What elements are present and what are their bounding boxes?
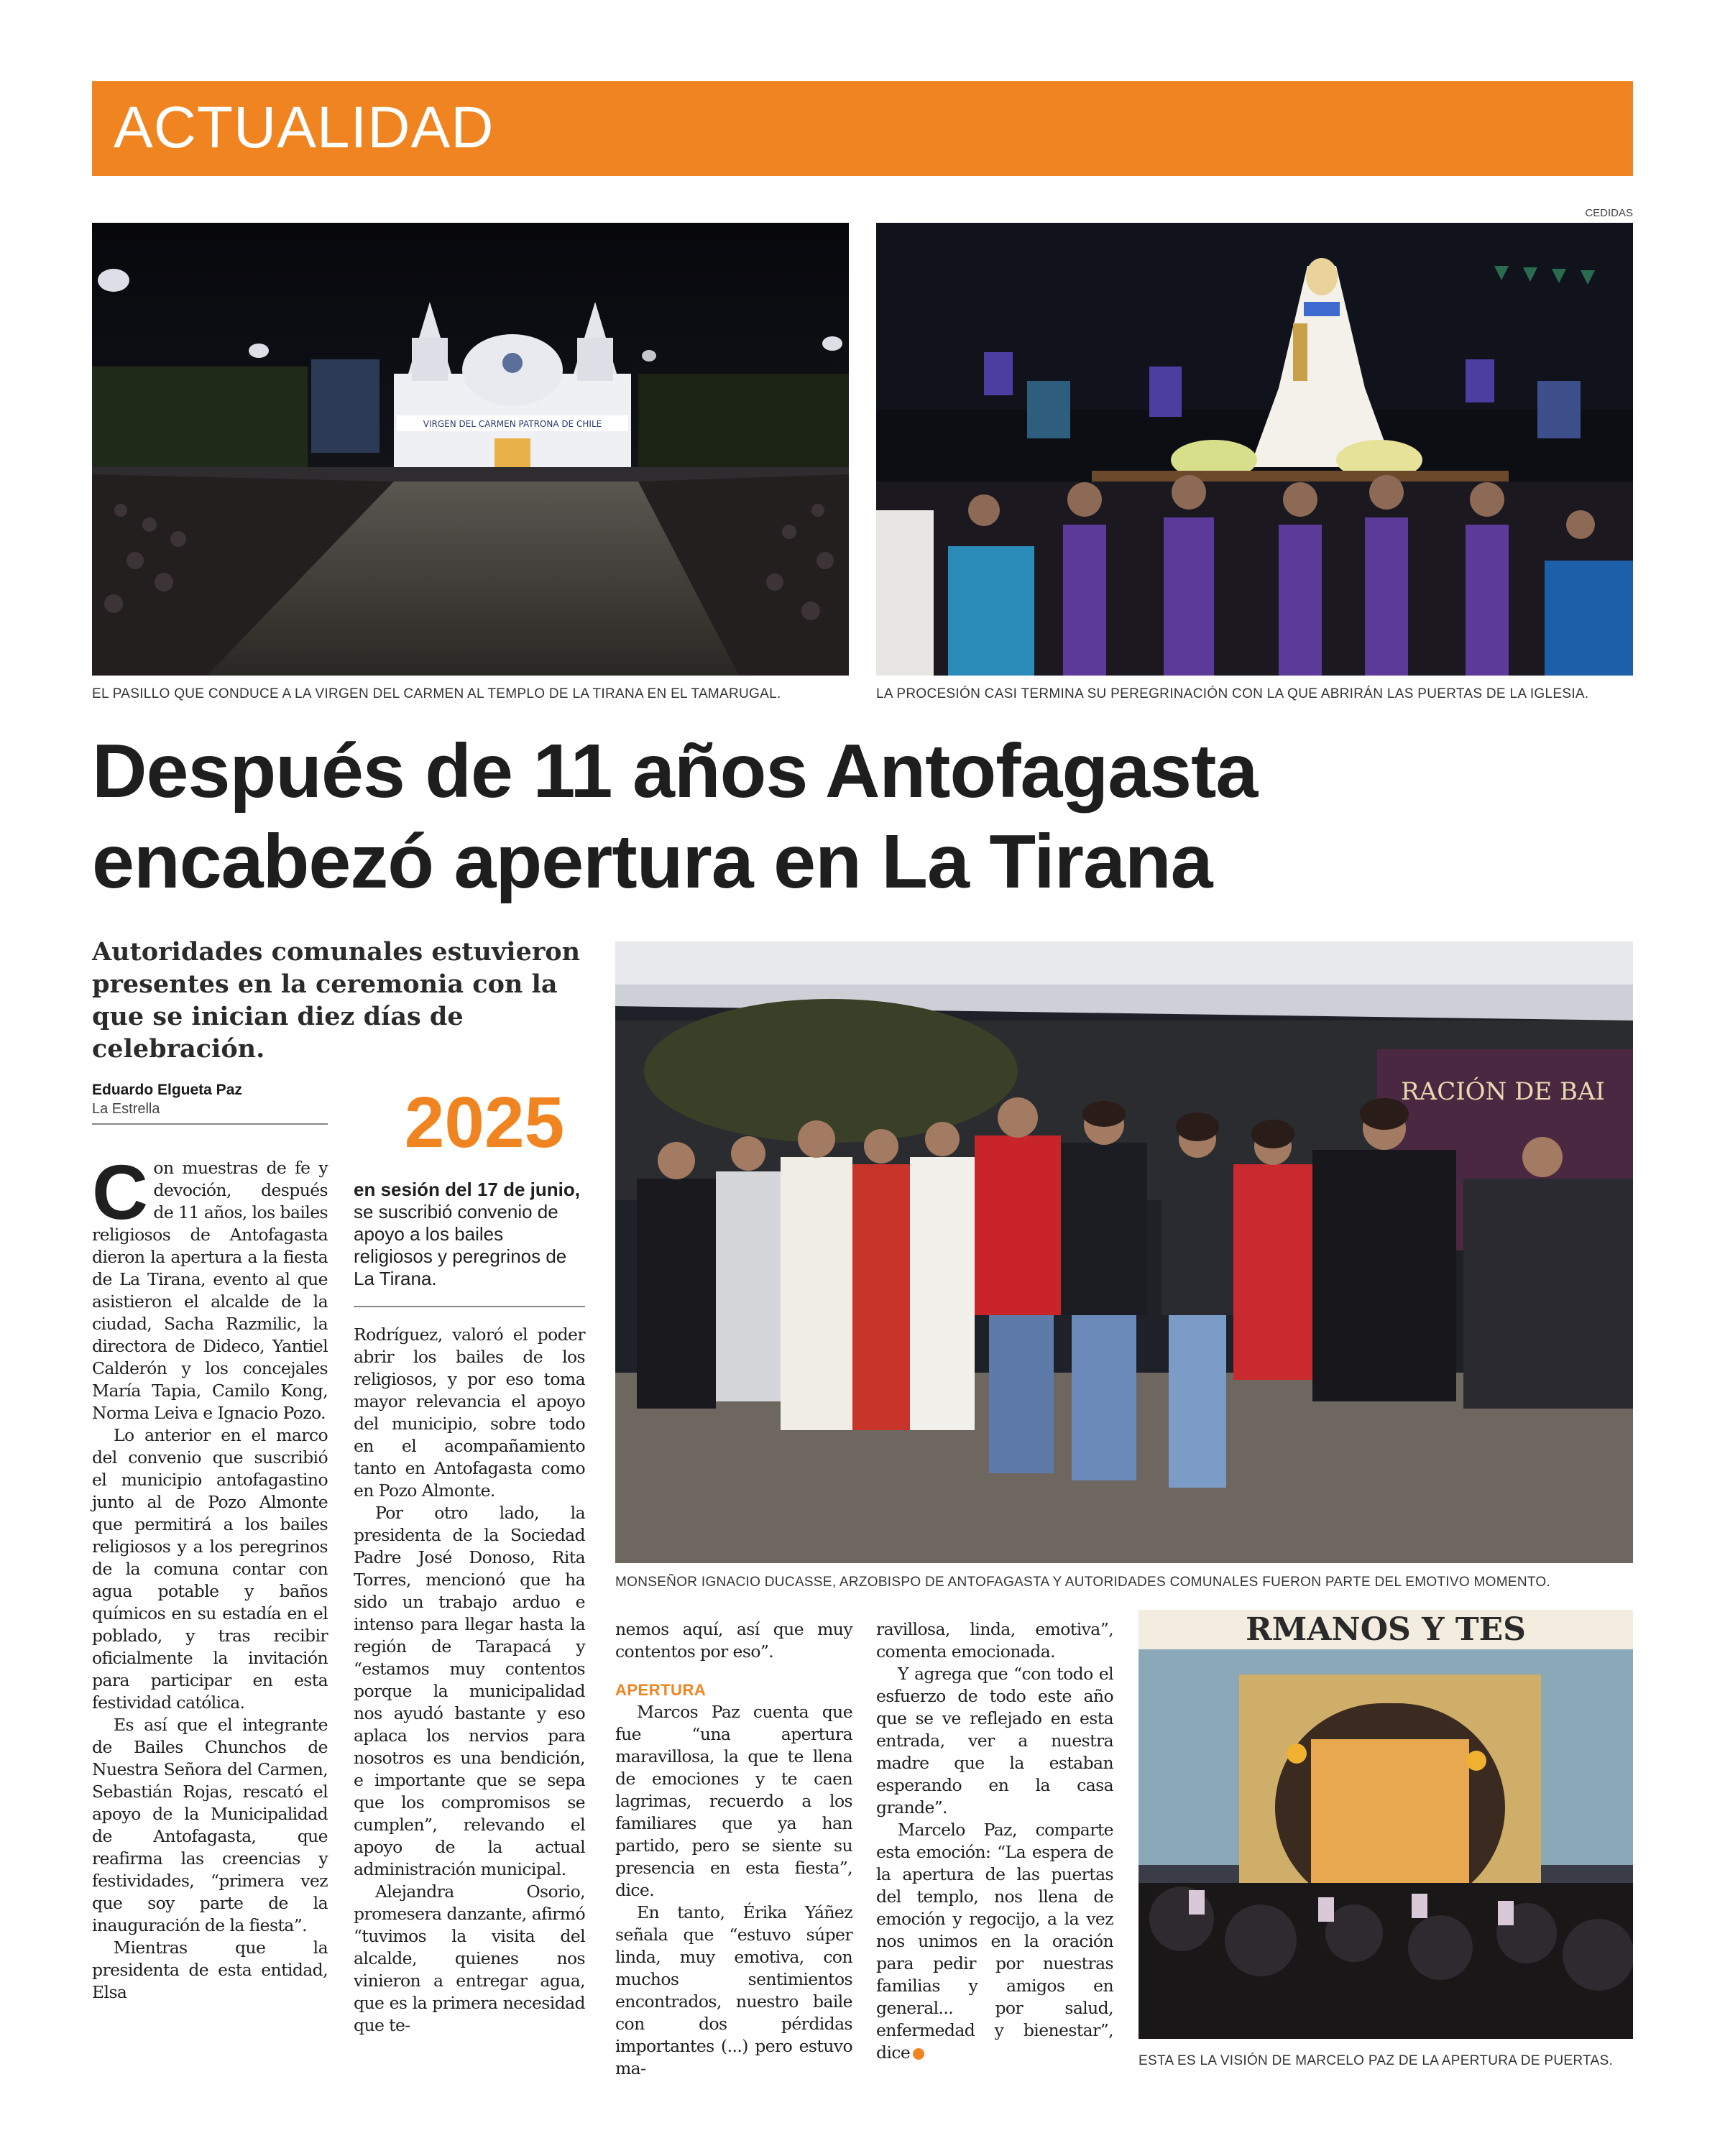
paragraph-1: on muestras de fe y devoción, después de 11 años, los bailes religiosos de Antofagasta dieron la apertura a la fiesta de La Tirana, evento al que asistieron el alcalde de la ciudad, Sacha Razmilic, la directora de Dideco, Yantiel Calderón y los concejales María Tapia, Camilo Kong, Norma Leiva e Ignacio Pozo. [92, 1158, 328, 1423]
article-column-4 [876, 1618, 1113, 2064]
article-column-1 [92, 1148, 328, 2004]
factbox-text [354, 1179, 585, 1290]
paragraph-13: Marcelo Paz, comparte esta emoción: “La espera de la apertura de las puertas del templo, nos llena de emoción y regocijo, a la vez nos unimos en la oración para pedir por nuestras familias y amigos en general... por salud, enfermedad y bienestar”, dice [876, 1820, 1113, 2063]
paragraph-2: Lo anterior en el marco del convenio que suscribió el municipio antofagastino junto al de Pozo Almonte que permitirá a los bailes religiosos y a los peregrinos de la comuna contar con agua potable y baños químicos en su estadía en el poblado, y tras recibir oficialmente la invitación para participar en esta festividad católica. [92, 1425, 328, 1713]
paragraph-11: ravillosa, linda, emotiva”, comenta emocionada. [876, 1619, 1113, 1662]
photo-church-doors [1138, 1610, 1633, 2039]
paragraph-7: Alejandra Osorio, promesera danzante, afirmó “tuvimos la visita del alcalde, quienes nos vinieron a entregar agua, que es la primera necesidad que te- [354, 1881, 585, 2035]
caption-church: EL PASILLO QUE CONDUCE A LA VIRGEN DEL CARMEN AL TEMPLO DE LA TIRANA EN EL TAMARUGAL. [92, 686, 781, 701]
factbox-year: 2025 [404, 1082, 565, 1163]
headline-line-1: Después de 11 años Antofagasta [92, 729, 1258, 814]
author-source: La Estrella [92, 1101, 160, 1117]
paragraph-10: En tanto, Érika Yáñez señala que “estuvo súper linda, muy emotiva, con muchos sentimientos encontrados, nuestro baile con dos pérdidas importantes (...) pero estuvo ma- [615, 1902, 852, 2078]
subheadline: Autoridades comunales estuvieron presentes en la ceremonia con la que se inician diez días de celebración. [92, 937, 581, 1064]
church-front-sign: RMANOS Y TES [1246, 1611, 1526, 1648]
photo-procession [876, 223, 1633, 676]
photo-credit: CEDIDAS [1585, 207, 1633, 219]
factbox-divider [354, 1306, 585, 1307]
article-column-2 [354, 1324, 585, 2037]
author-name: Eduardo Elgueta Paz [92, 1082, 242, 1098]
caption-church-doors: ESTA ES LA VISIÓN DE MARCELO PAZ DE LA APERTURA DE PUERTAS. [1138, 2053, 1614, 2068]
paragraph-12: Y agrega que “con todo el esfuerzo de todo este año que se ve reflejado en esta entrada, ver a nuestra madre que la estaban esperando en la casa grande”. [876, 1664, 1113, 1818]
banner-text: RACIÓN DE BAI [1401, 1077, 1605, 1106]
paragraph-4: Mientras que la presidenta de esta entidad, Elsa [92, 1938, 328, 2002]
caption-procession: LA PROCESIÓN CASI TERMINA SU PEREGRINACIÓN CON LA QUE ABRIRÁN LAS PUERTAS DE LA IGLESIA. [876, 686, 1589, 701]
paragraph-8: nemos aquí, así que muy contentos por eso”. [615, 1619, 852, 1662]
photo-church-night [92, 223, 849, 676]
caption-authorities: MONSEÑOR IGNACIO DUCASSE, ARZOBISPO DE ANTOFAGASTA Y AUTORIDADES COMUNALES FUERON PARTE DEL EMOTIVO MOMENTO. [615, 1575, 1551, 1590]
headline-line-2: encabezó apertura en La Tirana [92, 819, 1213, 904]
paragraph-5: Rodríguez, valoró el poder abrir los bailes de los religiosos, y por eso toma mayor relevancia el apoyo del municipio, sobre todo en el acompañamiento tanto en Antofagasta como en Pozo Almonte. [354, 1325, 585, 1501]
dropcap: C [92, 1148, 148, 1235]
paragraph-3: Es así que el integrante de Bailes Chunchos de Nuestra Señora del Carmen, Sebastián Rojas, rescató el apoyo de la Municipalidad de Antofagasta, que reafirma las creencias y festividades, “primera vez que soy parte de la inauguración de la fiesta”. [92, 1715, 328, 1935]
factbox-body: se suscribió convenio de apoyo a los bailes religiosos y peregrinos de La Tirana. [354, 1201, 567, 1289]
article-column-3 [615, 1618, 852, 2080]
section-subtitle: APERTURA [615, 1681, 707, 1699]
photo-authorities [615, 941, 1633, 1563]
section-header [92, 81, 1633, 176]
church-sign-text: VIRGEN DEL CARMEN PATRONA DE CHILE [423, 419, 602, 429]
paragraph-9: Marcos Paz cuenta que fue “una apertura maravillosa, la que te llena de emociones y te caen lagrimas, recuerdo a los familiares que ya han partido, pero se siente su presencia en esta fiesta”, dice. [615, 1702, 852, 1900]
paragraph-6: Por otro lado, la presidenta de la Sociedad Padre José Donoso, Rita Torres, mencionó que ha sido un trabajo arduo e intenso para llegar hasta la región de Tarapacá y “estamos muy contentos porque la municipalidad nos ayudó bastante y eso aplaca los nervios para nosotros es una bendición, e importante que se sepa que los compromisos se cumplen”, relevando el apoyo de la actual administración municipal. [354, 1503, 585, 1879]
byline-divider [92, 1123, 328, 1125]
end-mark-icon [913, 2048, 924, 2060]
headline [92, 726, 1633, 907]
factbox-bold: en sesión del 17 de junio, [354, 1179, 580, 1200]
section-title: ACTUALIDAD [114, 95, 494, 160]
